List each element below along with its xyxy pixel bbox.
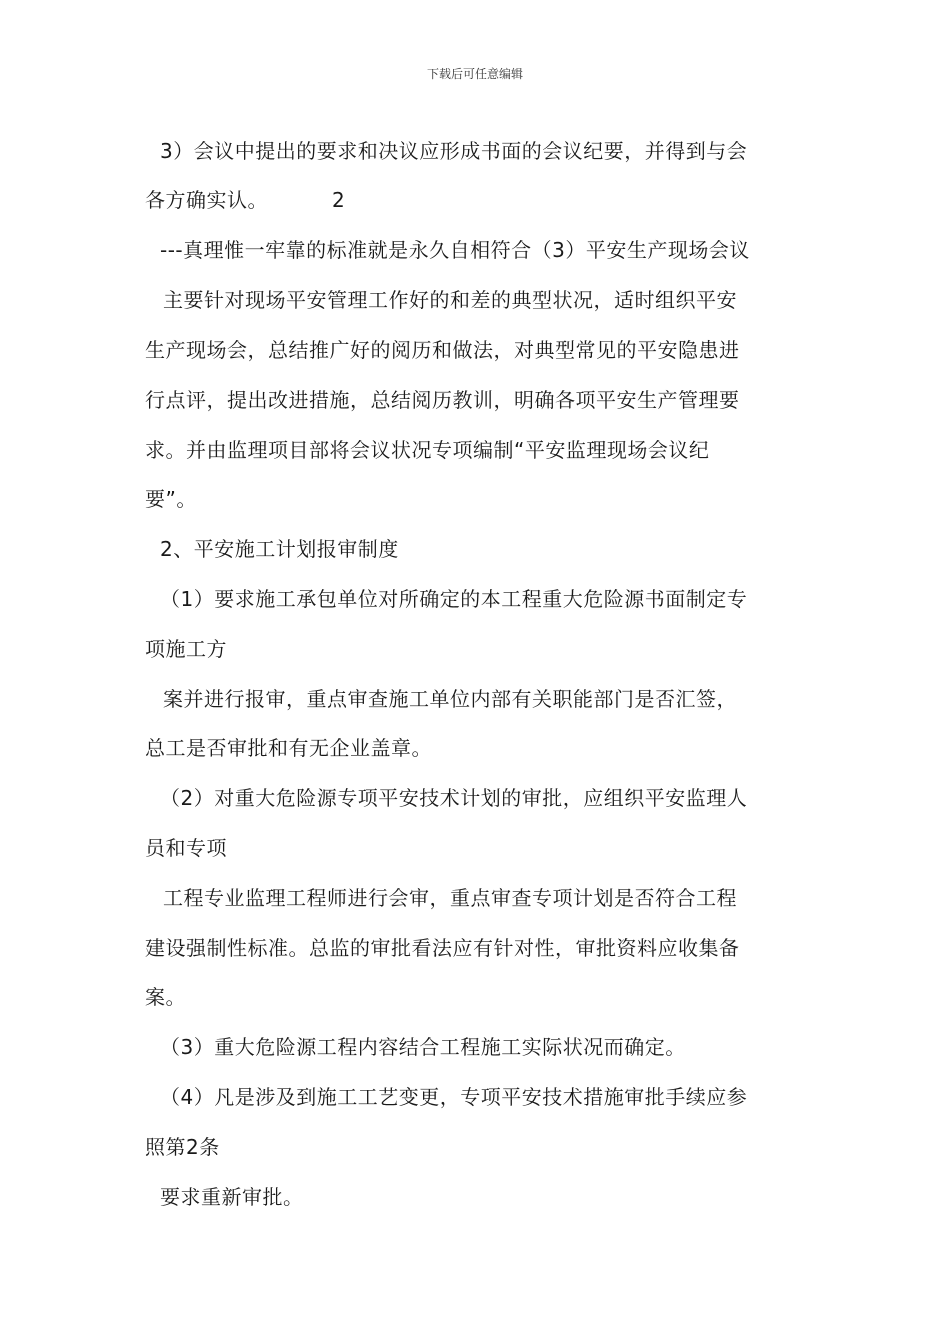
page-header: 下载后可任意编辑 (426, 67, 523, 81)
paragraph-line: 主要针对现场平安管理工作好的和差的典型状况，适时组织平安 (163, 288, 737, 312)
paragraph-line: （2）对重大危险源专项平安技术计划的审批，应组织平安监理人 (160, 786, 748, 810)
paragraph-line: 员和专项 (145, 836, 227, 860)
paragraph-line: 照第2条 (145, 1135, 220, 1159)
paragraph-line: 案。 (145, 985, 186, 1009)
paragraph-line: 生产现场会，总结推广好的阅历和做法，对典型常见的平安隐患进 (145, 338, 740, 362)
paragraph-line: 求。并由监理项目部将会议状况专项编制“平安监理现场会议纪 (145, 438, 710, 462)
paragraph-line: 总工是否审批和有无企业盖章。 (145, 736, 432, 760)
paragraph-line (145, 186, 810, 214)
paragraph-line: 要”。 (145, 487, 197, 511)
paragraph-line: 案并进行报审，重点审查施工单位内部有关职能部门是否汇签， (163, 687, 737, 711)
paragraph-line: （3）重大危险源工程内容结合工程施工实际状况而确定。 (160, 1035, 686, 1059)
page-number-text: 2 (332, 188, 346, 212)
paragraph-text: 各方确实认。 (145, 188, 268, 212)
paragraph-line: 工程专业监理工程师进行会审，重点审查专项计划是否符合工程 (163, 886, 737, 910)
section-heading: 2、平安施工计划报审制度 (160, 537, 399, 561)
paragraph-line: 要求重新审批。 (160, 1185, 304, 1209)
paragraph-line: 3）会议中提出的要求和决议应形成书面的会议纪要，并得到与会 (160, 139, 748, 163)
paragraph-line: 项施工方 (145, 637, 227, 661)
paragraph-line: 建设强制性标准。总监的审批看法应有针对性，审批资料应收集备 (145, 936, 740, 960)
paragraph-line: （1）要求施工承包单位对所确定的本工程重大危险源书面制定专 (160, 587, 748, 611)
paragraph-line: 行点评，提出改进措施，总结阅历教训，明确各项平安生产管理要 (145, 388, 740, 412)
paragraph-line: ---真理惟一牢靠的标准就是永久自相符合（3）平安生产现场会议 (160, 238, 750, 262)
paragraph-line: （4）凡是涉及到施工工艺变更，专项平安技术措施审批手续应参 (160, 1085, 748, 1109)
